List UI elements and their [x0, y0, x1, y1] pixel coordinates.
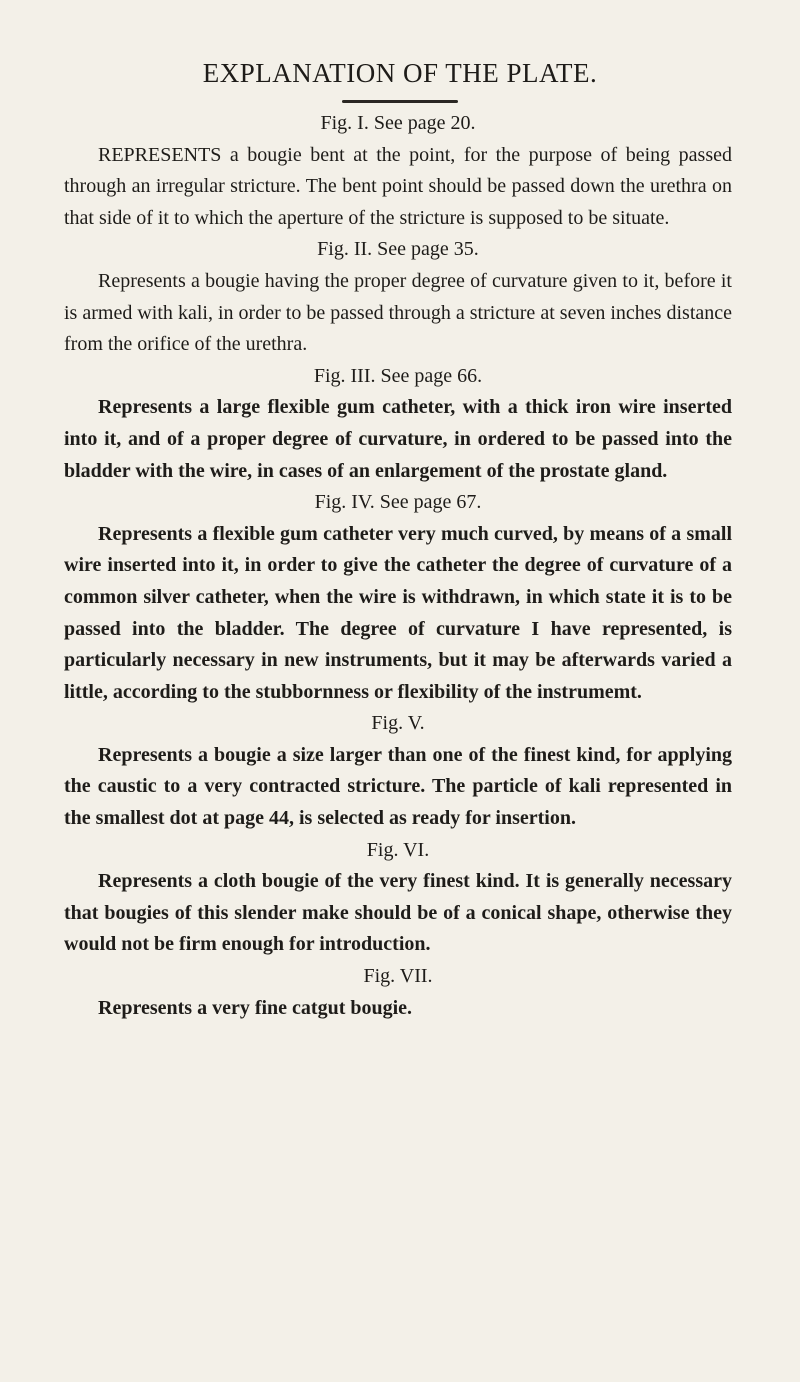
figure-explanations: [64, 108, 732, 1024]
fig-1-text: REPRESENTS a bougie bent at the point, for the purpose of being passed through an irregular stricture. The bent point should be passed down the urethra on that side of it to which the aperture of the stricture is supposed to be situate.: [64, 143, 732, 229]
fig-1-heading: Fig. I. See page 20.: [320, 112, 476, 134]
fig-2-heading: Fig. II. See page 35.: [317, 238, 479, 261]
fig-6-heading: Fig. VI.: [366, 838, 430, 861]
fig-4-heading: Fig. IV. See page 67.: [314, 491, 482, 514]
fig-6-text: Represents a cloth bougie of the very finest kind. It is generally necessary that bougies of this slender make should be of a conical shape, otherwise they would not be firm enough for introduction.: [64, 870, 732, 956]
page-title: EXPLANATION OF THE PLATE.: [202, 58, 598, 88]
fig-2-text: Represents a bougie having the proper degree of curvature given to it, before it is armed with kali, in order to be passed through a stricture at seven inches distance from the orifice of the urethra.: [64, 269, 732, 356]
fig-7-text: Represents a very fine catgut bougie.: [98, 996, 413, 1019]
fig-3-text: Represents a large flexible gum catheter, with a thick iron wire inserted into it, and of a proper degree of curvature, in ordered to be passed into the bladder with the wire, in cases of an enlargement of the prostate gland.: [64, 396, 732, 482]
title-rule: [342, 100, 458, 103]
fig-5-text: Represents a bougie a size larger than one of the finest kind, for applying the caustic to a very contracted stricture. The particle of kali represented in the smallest dot at page 44, is selected as ready for insertion.: [64, 743, 732, 830]
fig-3-heading: Fig. III. See page 66.: [313, 364, 483, 387]
fig-5-heading: Fig. V.: [371, 712, 425, 735]
fig-4-text: Represents a flexible gum catheter very much curved, by means of a small wire inserted into it, in order to give the catheter the degree of curvature of a common silver catheter, when the wire is withdrawn, in which state it is to be passed into the bladder. The degree of curvature I have represented, is particularly necessary in new instruments, but it may be afterwards varied a little, according to the stubbornness or flexibility of the instrumemt.: [64, 522, 732, 703]
fig-7-heading: Fig. VII.: [363, 965, 433, 988]
